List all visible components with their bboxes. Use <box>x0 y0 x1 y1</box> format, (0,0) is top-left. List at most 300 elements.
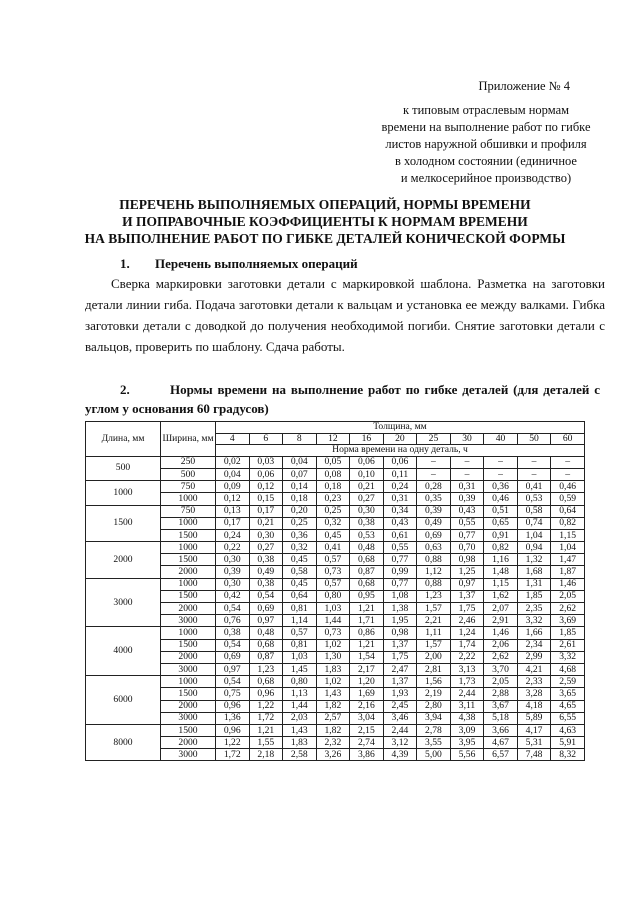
norm-cell: 0,30 <box>216 554 250 566</box>
norm-cell: 3,66 <box>484 724 518 736</box>
norm-cell: 3,69 <box>551 615 585 627</box>
norm-cell: 0,88 <box>417 554 451 566</box>
norm-cell: 1,45 <box>283 663 317 675</box>
norm-cell: 0,42 <box>216 590 250 602</box>
norm-cell: 0,86 <box>350 627 384 639</box>
norm-cell: 4,17 <box>517 724 551 736</box>
norm-cell: 0,03 <box>249 456 283 468</box>
norm-cell: 0,59 <box>551 493 585 505</box>
norm-cell: 0,31 <box>450 481 484 493</box>
norm-cell: 3,09 <box>450 724 484 736</box>
norm-cell: 5,18 <box>484 712 518 724</box>
width-cell: 1000 <box>161 517 216 529</box>
norm-cell: 0,18 <box>283 493 317 505</box>
norm-cell: 3,28 <box>517 688 551 700</box>
width-cell: 3000 <box>161 615 216 627</box>
norm-cell: 1,21 <box>249 724 283 736</box>
norm-cell: 0,54 <box>249 590 283 602</box>
width-cell: 3000 <box>161 749 216 761</box>
norm-cell: 0,97 <box>216 663 250 675</box>
table-row <box>86 468 585 480</box>
width-cell: 1500 <box>161 590 216 602</box>
norm-cell: 2,18 <box>249 749 283 761</box>
norm-cell: 0,18 <box>316 481 350 493</box>
norm-cell: 2,81 <box>417 663 451 675</box>
norm-cell: 1,93 <box>383 688 417 700</box>
norm-cell: 2,15 <box>350 724 384 736</box>
norm-cell: 5,89 <box>517 712 551 724</box>
norm-cell: 0,57 <box>283 627 317 639</box>
title-line: ПЕРЕЧЕНЬ ВЫПОЛНЯЕМЫХ ОПЕРАЦИЙ, НОРМЫ ВРЕМЕНИ <box>119 197 531 212</box>
table-row <box>86 737 585 749</box>
norm-cell: 2,44 <box>383 724 417 736</box>
norm-cell: 0,91 <box>484 529 518 541</box>
norm-cell: 0,14 <box>283 481 317 493</box>
table-row <box>86 505 585 517</box>
length-cell: 6000 <box>86 676 161 725</box>
norm-cell: 3,13 <box>450 663 484 675</box>
norm-cell: 0,97 <box>249 615 283 627</box>
table-row <box>86 529 585 541</box>
norm-cell: 2,88 <box>484 688 518 700</box>
norm-cell: 5,91 <box>551 737 585 749</box>
norm-cell: 2,07 <box>484 603 518 615</box>
section1-heading: Перечень выполняемых операций <box>155 256 358 271</box>
norm-cell: 0,11 <box>383 468 417 480</box>
section2-heading <box>85 380 600 418</box>
norm-cell: 2,17 <box>350 663 384 675</box>
norm-cell: 0,41 <box>316 542 350 554</box>
norm-cell: 1,36 <box>216 712 250 724</box>
norm-cell: 1,25 <box>450 566 484 578</box>
norm-cell: – <box>450 468 484 480</box>
norm-cell: 3,46 <box>383 712 417 724</box>
norm-cell: 0,17 <box>249 505 283 517</box>
norm-cell: 2,05 <box>484 676 518 688</box>
norm-cell: 1,22 <box>249 700 283 712</box>
norm-cell: 2,57 <box>316 712 350 724</box>
norm-cell: 1,04 <box>551 542 585 554</box>
norm-cell: 4,67 <box>484 737 518 749</box>
norm-cell: 0,55 <box>450 517 484 529</box>
norm-cell: 2,05 <box>551 590 585 602</box>
norm-cell: 1,66 <box>517 627 551 639</box>
norm-cell: 0,64 <box>283 590 317 602</box>
norm-cell: 1,37 <box>383 639 417 651</box>
norm-cell: 3,12 <box>383 737 417 749</box>
norm-cell: 2,45 <box>383 700 417 712</box>
norm-cell: 0,64 <box>551 505 585 517</box>
norm-cell: 0,77 <box>383 554 417 566</box>
norm-cell: 0,68 <box>249 639 283 651</box>
width-cell: 1000 <box>161 542 216 554</box>
norm-cell: – <box>484 456 518 468</box>
norm-cell: 1,46 <box>551 578 585 590</box>
norm-cell: 0,36 <box>484 481 518 493</box>
norm-cell: 0,32 <box>283 542 317 554</box>
norm-cell: 6,55 <box>551 712 585 724</box>
norm-cell: 0,09 <box>216 481 250 493</box>
norm-cell: – <box>517 456 551 468</box>
norm-cell: 0,96 <box>216 700 250 712</box>
norm-cell: 4,65 <box>551 700 585 712</box>
document-title <box>70 196 580 247</box>
norm-cell: 1,83 <box>316 663 350 675</box>
norm-cell: 1,82 <box>316 724 350 736</box>
width-cell: 500 <box>161 468 216 480</box>
norm-cell: 0,46 <box>484 493 518 505</box>
norm-cell: 5,00 <box>417 749 451 761</box>
table-row <box>86 663 585 675</box>
norm-cell: 3,65 <box>551 688 585 700</box>
table-row <box>86 517 585 529</box>
norm-cell: 0,97 <box>450 578 484 590</box>
norm-cell: 1,21 <box>350 603 384 615</box>
norm-cell: 3,26 <box>316 749 350 761</box>
norm-cell: 1,02 <box>316 676 350 688</box>
appendix-line: времени на выполнение работ по гибке <box>381 120 591 134</box>
norm-cell: 1,02 <box>316 639 350 651</box>
table-row <box>86 542 585 554</box>
thickness-col-header: 25 <box>417 433 451 445</box>
table-row <box>86 615 585 627</box>
norm-cell: 0,58 <box>283 566 317 578</box>
table-row <box>86 456 585 468</box>
norm-cell: 2,46 <box>450 615 484 627</box>
norm-cell: 0,55 <box>383 542 417 554</box>
norm-cell: 1,48 <box>484 566 518 578</box>
table-row <box>86 749 585 761</box>
norm-cell: 2,22 <box>450 651 484 663</box>
norm-cell: 3,95 <box>450 737 484 749</box>
title-line: НА ВЫПОЛНЕНИЕ РАБОТ ПО ГИБКЕ ДЕТАЛЕЙ КОНИЧЕСКОЙ ФОРМЫ <box>84 231 566 246</box>
thickness-col-header: 12 <box>316 433 350 445</box>
norm-cell: 3,32 <box>551 651 585 663</box>
norm-cell: 2,21 <box>417 615 451 627</box>
norm-cell: 1,03 <box>283 651 317 663</box>
norm-cell: 0,57 <box>316 554 350 566</box>
norm-cell: 2,62 <box>484 651 518 663</box>
thickness-col-header: 30 <box>450 433 484 445</box>
norm-cell: 0,99 <box>383 566 417 578</box>
norm-cell: 3,04 <box>350 712 384 724</box>
norm-cell: 1,30 <box>316 651 350 663</box>
norm-cell: 2,62 <box>551 603 585 615</box>
norm-cell: 0,98 <box>383 627 417 639</box>
norm-cell: 0,96 <box>216 724 250 736</box>
norm-cell: 0,54 <box>216 676 250 688</box>
norm-cell: 1,72 <box>249 712 283 724</box>
norm-cell: 1,20 <box>350 676 384 688</box>
norm-cell: 1,72 <box>216 749 250 761</box>
norm-cell: 3,94 <box>417 712 451 724</box>
norm-cell: 0,12 <box>249 481 283 493</box>
norm-cell: 0,08 <box>316 468 350 480</box>
norm-cell: 1,12 <box>417 566 451 578</box>
norm-cell: 1,75 <box>383 651 417 663</box>
table-row <box>86 578 585 590</box>
norm-cell: 1,16 <box>484 554 518 566</box>
norm-cell: 0,94 <box>517 542 551 554</box>
length-cell: 500 <box>86 456 161 480</box>
norm-cell: 0,76 <box>216 615 250 627</box>
norm-cell: 0,27 <box>350 493 384 505</box>
norm-cell: 0,32 <box>316 517 350 529</box>
width-cell: 1000 <box>161 578 216 590</box>
table-row <box>86 493 585 505</box>
norm-cell: 0,49 <box>249 566 283 578</box>
norm-cell: 3,70 <box>484 663 518 675</box>
norm-cell: 1,57 <box>417 639 451 651</box>
norm-cell: 0,74 <box>517 517 551 529</box>
norm-cell: 0,39 <box>216 566 250 578</box>
norm-cell: 1,44 <box>316 615 350 627</box>
thickness-col-header: 50 <box>517 433 551 445</box>
appendix-line: в холодном состоянии (единичное <box>395 154 577 168</box>
norm-cell: 0,41 <box>517 481 551 493</box>
norm-cell: 1,22 <box>216 737 250 749</box>
norm-cell: 0,30 <box>216 578 250 590</box>
width-cell: 1500 <box>161 554 216 566</box>
norm-cell: 1,32 <box>517 554 551 566</box>
norm-cell: 1,54 <box>350 651 384 663</box>
norm-cell: 0,43 <box>383 517 417 529</box>
norm-cell: 0,54 <box>216 603 250 615</box>
norm-cell: 0,38 <box>216 627 250 639</box>
table-row <box>86 566 585 578</box>
norm-cell: 0,73 <box>316 627 350 639</box>
norm-cell: 1,74 <box>450 639 484 651</box>
width-cell: 750 <box>161 505 216 517</box>
norm-cell: 0,23 <box>316 493 350 505</box>
norm-cell: 4,39 <box>383 749 417 761</box>
norm-cell: 7,48 <box>517 749 551 761</box>
norm-cell: 2,16 <box>350 700 384 712</box>
norm-cell: 2,35 <box>517 603 551 615</box>
table-row <box>86 700 585 712</box>
time-norms-table <box>85 421 585 761</box>
table-row <box>86 627 585 639</box>
norm-cell: 0,06 <box>249 468 283 480</box>
norm-cell: 0,38 <box>249 578 283 590</box>
norm-cell: 0,10 <box>350 468 384 480</box>
table-row <box>86 651 585 663</box>
norm-cell: – <box>417 468 451 480</box>
norm-cell: 0,30 <box>249 529 283 541</box>
norm-cell: 1,14 <box>283 615 317 627</box>
norm-cell: 1,23 <box>249 663 283 675</box>
norm-cell: 2,00 <box>417 651 451 663</box>
norm-cell: 0,69 <box>216 651 250 663</box>
norm-cell: 1,43 <box>316 688 350 700</box>
width-cell: 2000 <box>161 651 216 663</box>
thickness-col-header: 8 <box>283 433 317 445</box>
norm-cell: 0,28 <box>417 481 451 493</box>
norm-cell: 2,59 <box>551 676 585 688</box>
norm-cell: 0,69 <box>417 529 451 541</box>
length-cell: 4000 <box>86 627 161 676</box>
norm-cell: 3,67 <box>484 700 518 712</box>
norm-cell: 1,73 <box>450 676 484 688</box>
width-cell: 3000 <box>161 712 216 724</box>
norm-cell: 0,77 <box>450 529 484 541</box>
norm-cell: 2,06 <box>484 639 518 651</box>
table-row <box>86 590 585 602</box>
norm-cell: 2,99 <box>517 651 551 663</box>
norm-cell: 4,38 <box>450 712 484 724</box>
norm-cell: 2,74 <box>350 737 384 749</box>
thickness-col-header: 6 <box>249 433 283 445</box>
norm-cell: 0,12 <box>216 493 250 505</box>
appendix-line: листов наружной обшивки и профиля <box>385 137 587 151</box>
norm-cell: 0,17 <box>216 517 250 529</box>
norm-cell: 0,80 <box>283 676 317 688</box>
norm-cell: 0,82 <box>551 517 585 529</box>
norm-cell: 1,44 <box>283 700 317 712</box>
table-row <box>86 676 585 688</box>
norm-cell: 2,61 <box>551 639 585 651</box>
norm-cell: 8,32 <box>551 749 585 761</box>
table-row <box>86 639 585 651</box>
width-cell: 1500 <box>161 724 216 736</box>
norm-cell: 1,85 <box>517 590 551 602</box>
length-cell: 3000 <box>86 578 161 627</box>
norm-cell: 0,95 <box>350 590 384 602</box>
norm-cell: 0,80 <box>316 590 350 602</box>
norm-cell: 0,75 <box>216 688 250 700</box>
norm-cell: 2,47 <box>383 663 417 675</box>
section1-number: 1. <box>120 256 130 271</box>
norm-cell: 0,68 <box>350 578 384 590</box>
norm-cell: 0,45 <box>316 529 350 541</box>
norm-cell: 0,48 <box>249 627 283 639</box>
norm-cell: 1,82 <box>316 700 350 712</box>
norm-cell: 1,08 <box>383 590 417 602</box>
section2-number: 2. <box>120 382 130 397</box>
length-cell: 8000 <box>86 724 161 761</box>
length-cell: 1500 <box>86 505 161 542</box>
norm-cell: 5,31 <box>517 737 551 749</box>
norm-cell: 0,06 <box>383 456 417 468</box>
norm-cell: 0,04 <box>216 468 250 480</box>
norm-cell: 0,21 <box>249 517 283 529</box>
width-cell: 1000 <box>161 493 216 505</box>
norm-cell: 0,65 <box>484 517 518 529</box>
norm-cell: 1,43 <box>283 724 317 736</box>
width-cell: 1500 <box>161 688 216 700</box>
thickness-col-header: 4 <box>216 433 250 445</box>
width-cell: 1500 <box>161 529 216 541</box>
thickness-col-header: 16 <box>350 433 384 445</box>
norm-cell: – <box>517 468 551 480</box>
width-cell: 2000 <box>161 603 216 615</box>
norm-cell: 0,21 <box>350 481 384 493</box>
norm-cell: 1,31 <box>517 578 551 590</box>
norm-cell: 1,95 <box>383 615 417 627</box>
norm-cell: 1,83 <box>283 737 317 749</box>
norm-cell: 0,39 <box>417 505 451 517</box>
width-cell: 2000 <box>161 566 216 578</box>
norm-cell: 1,38 <box>383 603 417 615</box>
norm-cell: 1,15 <box>484 578 518 590</box>
norm-cell: 0,68 <box>350 554 384 566</box>
norm-cell: 0,87 <box>350 566 384 578</box>
norm-cell: 2,58 <box>283 749 317 761</box>
appendix-number: Приложение № 4 <box>478 79 570 93</box>
length-cell: 1000 <box>86 481 161 505</box>
norm-cell: 0,25 <box>316 505 350 517</box>
width-cell: 1000 <box>161 627 216 639</box>
norm-cell: 5,56 <box>450 749 484 761</box>
norm-cell: 0,68 <box>249 676 283 688</box>
norm-cell: 0,15 <box>249 493 283 505</box>
norm-cell: 0,35 <box>417 493 451 505</box>
norm-cell: 0,22 <box>216 542 250 554</box>
table-row <box>86 481 585 493</box>
norm-cell: 1,04 <box>517 529 551 541</box>
norm-cell: 4,68 <box>551 663 585 675</box>
norm-cell: 1,23 <box>417 590 451 602</box>
norm-cell: 1,11 <box>417 627 451 639</box>
thickness-col-header: 60 <box>551 433 585 445</box>
norm-cell: 1,55 <box>249 737 283 749</box>
norm-cell: 0,45 <box>283 554 317 566</box>
norm-cell: 1,87 <box>551 566 585 578</box>
norm-cell: 3,11 <box>450 700 484 712</box>
norm-cell: – <box>551 468 585 480</box>
appendix-line: к типовым отраслевым нормам <box>402 103 570 117</box>
thickness-col-header: 40 <box>484 433 518 445</box>
norm-cell: 0,36 <box>283 529 317 541</box>
norm-cell: 0,27 <box>249 542 283 554</box>
width-cell: 250 <box>161 456 216 468</box>
norm-cell: 2,44 <box>450 688 484 700</box>
norm-cell: 0,82 <box>484 542 518 554</box>
appendix-line: и мелкосерийное производство) <box>400 171 572 185</box>
norm-cell: 6,57 <box>484 749 518 761</box>
norm-cell: 0,51 <box>484 505 518 517</box>
norm-cell: 0,39 <box>450 493 484 505</box>
norm-cell: 0,31 <box>383 493 417 505</box>
length-cell: 2000 <box>86 542 161 579</box>
norm-cell: 0,06 <box>350 456 384 468</box>
norm-cell: 0,58 <box>517 505 551 517</box>
norm-cell: 0,20 <box>283 505 317 517</box>
norm-cell: 0,05 <box>316 456 350 468</box>
table-row <box>86 712 585 724</box>
table-row <box>86 724 585 736</box>
norm-cell: 1,57 <box>417 603 451 615</box>
norm-cell: 2,32 <box>316 737 350 749</box>
norm-cell: 1,24 <box>450 627 484 639</box>
norm-cell: 1,75 <box>450 603 484 615</box>
norm-cell: 3,55 <box>417 737 451 749</box>
norm-cell: 3,86 <box>350 749 384 761</box>
norm-cell: 0,81 <box>283 603 317 615</box>
section2-heading-text: Нормы времени на выполнение работ по гибке деталей (для деталей с углом у основания 60 градусов) <box>85 382 600 416</box>
table-row <box>86 554 585 566</box>
norm-cell: 1,21 <box>350 639 384 651</box>
norm-cell: 0,25 <box>283 517 317 529</box>
norm-cell: 0,46 <box>551 481 585 493</box>
norm-cell: 1,71 <box>350 615 384 627</box>
table-row <box>86 603 585 615</box>
norm-cell: 1,85 <box>551 627 585 639</box>
norm-cell: 0,61 <box>383 529 417 541</box>
norm-cell: 0,30 <box>350 505 384 517</box>
norm-cell: 0,24 <box>216 529 250 541</box>
width-cell: 2000 <box>161 737 216 749</box>
